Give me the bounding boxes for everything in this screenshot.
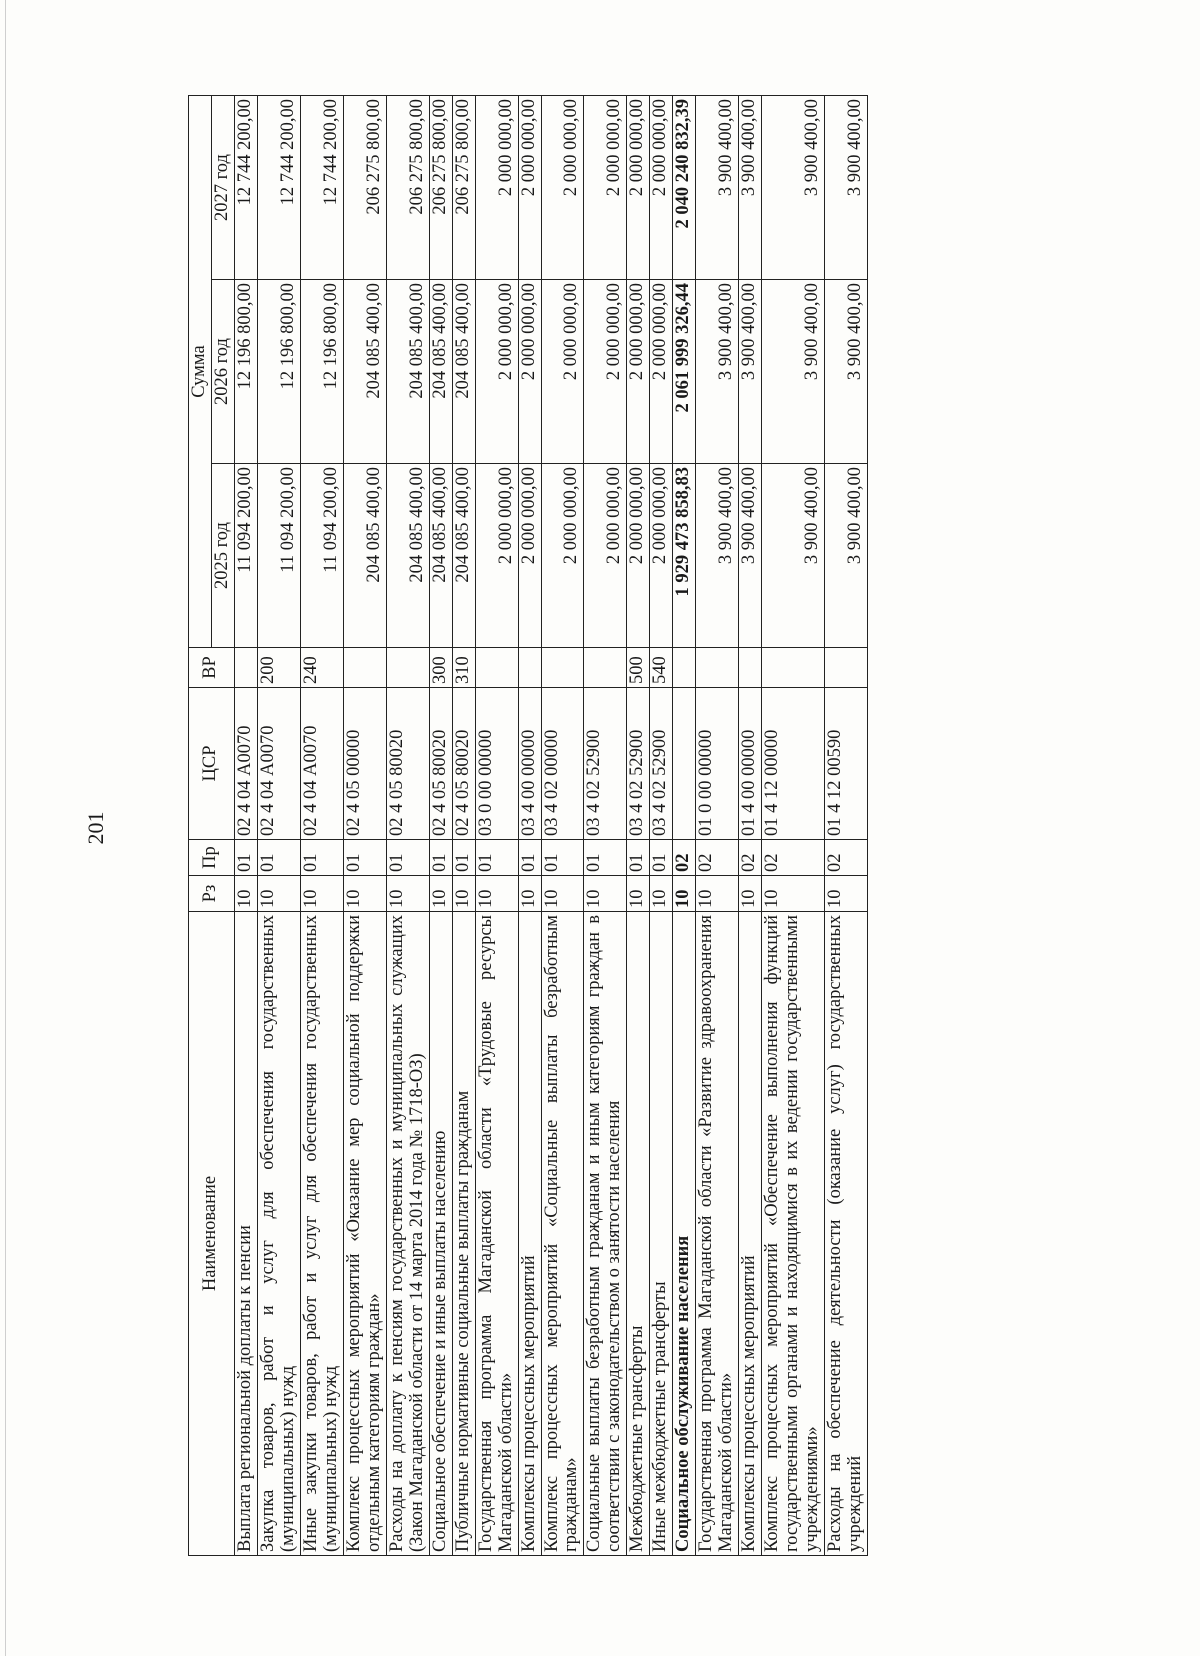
cell-name: Комплекс процессных мероприятий «Обеспечение выполнения функций государственными органами и находящимися в их ведении государственными учреждениями»: [762, 912, 825, 1556]
cell-name: Комплексы процессных мероприятий: [518, 912, 541, 1556]
cell-vr: [343, 648, 386, 688]
cell-2025: 3 900 400,00: [762, 464, 825, 648]
cell-name: Комплексы процессных мероприятий: [739, 912, 762, 1556]
cell-pr: 01: [627, 840, 650, 876]
table-row: [518, 96, 541, 1556]
cell-2025: 2 000 000,00: [584, 464, 627, 648]
table-row: [343, 96, 386, 1556]
cell-2026: 2 000 000,00: [627, 280, 650, 464]
table-row: [650, 96, 673, 1556]
cell-rz: 10: [584, 876, 627, 912]
table-row: [257, 96, 300, 1556]
cell-name: Публичные нормативные социальные выплаты гражданам: [452, 912, 475, 1556]
cell-rz: 10: [627, 876, 650, 912]
cell-2027: 206 275 800,00: [429, 96, 452, 280]
cell-csr: 01 4 12 00590: [825, 688, 868, 840]
cell-2027: 2 000 000,00: [541, 96, 584, 280]
cell-2026: 2 000 000,00: [518, 280, 541, 464]
cell-2027: 206 275 800,00: [386, 96, 429, 280]
header-2025: 2025 год: [211, 464, 234, 648]
cell-2025: 2 000 000,00: [627, 464, 650, 648]
cell-2027: 12 744 200,00: [257, 96, 300, 280]
cell-name: Расходы на обеспечение деятельности (оказание услуг) государственных учреждений: [825, 912, 868, 1556]
cell-2026: 204 085 400,00: [429, 280, 452, 464]
cell-vr: 240: [300, 648, 343, 688]
cell-pr: 02: [762, 840, 825, 876]
cell-2027: 3 900 400,00: [739, 96, 762, 280]
cell-2026: 3 900 400,00: [696, 280, 739, 464]
cell-2025: 2 000 000,00: [518, 464, 541, 648]
page-number: 201: [83, 811, 108, 845]
cell-rz: 10: [343, 876, 386, 912]
cell-2027: 2 000 000,00: [518, 96, 541, 280]
cell-name: Иные закупки товаров, работ и услуг для обеспечения государственных (муниципальных) нужд: [300, 912, 343, 1556]
cell-2027: 3 900 400,00: [825, 96, 868, 280]
cell-vr: [825, 648, 868, 688]
cell-csr: [673, 688, 696, 840]
table-row: [541, 96, 584, 1556]
cell-2026: 204 085 400,00: [343, 280, 386, 464]
table-row: [627, 96, 650, 1556]
cell-rz: 10: [518, 876, 541, 912]
cell-name: Государственная программа Магаданской области «Развитие здравоохранения Магаданской области»: [696, 912, 739, 1556]
cell-vr: [696, 648, 739, 688]
cell-2027: 206 275 800,00: [452, 96, 475, 280]
cell-2025: 204 085 400,00: [343, 464, 386, 648]
cell-csr: 01 4 00 00000: [739, 688, 762, 840]
cell-csr: 03 0 00 00000: [475, 688, 518, 840]
cell-rz: 10: [739, 876, 762, 912]
cell-2027: 12 744 200,00: [300, 96, 343, 280]
cell-2026: 2 000 000,00: [475, 280, 518, 464]
cell-rz: 10: [452, 876, 475, 912]
cell-2027: 206 275 800,00: [343, 96, 386, 280]
cell-pr: 01: [584, 840, 627, 876]
cell-2027: 12 744 200,00: [234, 96, 257, 280]
table-row: [234, 96, 257, 1556]
table-row: [584, 96, 627, 1556]
table-row: [300, 96, 343, 1556]
cell-rz: 10: [300, 876, 343, 912]
cell-pr: 01: [257, 840, 300, 876]
table-row: [696, 96, 739, 1556]
cell-name: Комплекс процессных мероприятий «Социальные выплаты безработным гражданам»: [541, 912, 584, 1556]
cell-vr: [541, 648, 584, 688]
cell-2025: 204 085 400,00: [429, 464, 452, 648]
cell-2026: 204 085 400,00: [452, 280, 475, 464]
cell-csr: 02 4 05 80020: [452, 688, 475, 840]
header-2027: 2027 год: [211, 96, 234, 280]
cell-2027: 3 900 400,00: [762, 96, 825, 280]
table-row: [762, 96, 825, 1556]
table-row: [673, 96, 696, 1556]
cell-name: Закупка товаров, работ и услуг для обеспечения государственных (муниципальных) нужд: [257, 912, 300, 1556]
cell-2026: 3 900 400,00: [739, 280, 762, 464]
cell-pr: 02: [739, 840, 762, 876]
cell-vr: [739, 648, 762, 688]
cell-2025: 11 094 200,00: [257, 464, 300, 648]
cell-rz: 10: [429, 876, 452, 912]
cell-vr: [518, 648, 541, 688]
cell-name: Расходы на доплату к пенсиям государственных и муниципальных служащих (Закон Магаданской области от 14 марта 2014 года № 1718-ОЗ): [386, 912, 429, 1556]
rotated-page-content: [188, 96, 1188, 1556]
cell-2025: 204 085 400,00: [386, 464, 429, 648]
cell-csr: 03 4 00 00000: [518, 688, 541, 840]
cell-2026: 12 196 800,00: [300, 280, 343, 464]
cell-2025: 204 085 400,00: [452, 464, 475, 648]
cell-2026: 2 000 000,00: [584, 280, 627, 464]
scan-edge-line: [5, 0, 6, 1656]
cell-2027: 2 040 240 832,39: [673, 96, 696, 280]
cell-2027: 2 000 000,00: [584, 96, 627, 280]
cell-pr: 02: [825, 840, 868, 876]
cell-2025: 2 000 000,00: [541, 464, 584, 648]
cell-rz: 10: [541, 876, 584, 912]
cell-2027: 2 000 000,00: [627, 96, 650, 280]
cell-2026: 12 196 800,00: [234, 280, 257, 464]
cell-vr: 300: [429, 648, 452, 688]
cell-2027: 2 000 000,00: [650, 96, 673, 280]
cell-pr: 01: [475, 840, 518, 876]
cell-2025: 2 000 000,00: [650, 464, 673, 648]
cell-vr: [762, 648, 825, 688]
cell-2026: 2 000 000,00: [541, 280, 584, 464]
cell-csr: 03 4 02 52900: [650, 688, 673, 840]
table-row: [452, 96, 475, 1556]
cell-csr: 02 4 04 А0070: [234, 688, 257, 840]
header-vr: ВР: [189, 648, 235, 688]
cell-2027: 2 000 000,00: [475, 96, 518, 280]
cell-pr: 01: [386, 840, 429, 876]
table-row: [825, 96, 868, 1556]
cell-name: Межбюджетные трансферты: [627, 912, 650, 1556]
cell-csr: 03 4 02 52900: [627, 688, 650, 840]
cell-2025: 2 000 000,00: [475, 464, 518, 648]
header-sum: Сумма: [189, 96, 212, 648]
cell-vr: [584, 648, 627, 688]
table-header: [189, 96, 235, 1556]
cell-vr: [234, 648, 257, 688]
cell-2025: 3 900 400,00: [696, 464, 739, 648]
cell-name: Государственная программа Магаданской области «Трудовые ресурсы Магаданской области»: [475, 912, 518, 1556]
table-row: [386, 96, 429, 1556]
cell-csr: 03 4 02 52900: [584, 688, 627, 840]
cell-rz: 10: [234, 876, 257, 912]
cell-rz: 10: [475, 876, 518, 912]
cell-name: Иные межбюджетные трансферты: [650, 912, 673, 1556]
cell-2026: 2 000 000,00: [650, 280, 673, 464]
cell-name: Социальное обеспечение и иные выплаты населению: [429, 912, 452, 1556]
header-2026: 2026 год: [211, 280, 234, 464]
table-row: [739, 96, 762, 1556]
cell-pr: 02: [673, 840, 696, 876]
cell-pr: 02: [696, 840, 739, 876]
cell-rz: 10: [650, 876, 673, 912]
cell-csr: 02 4 05 80020: [429, 688, 452, 840]
table-body: [234, 96, 867, 1556]
cell-pr: 01: [343, 840, 386, 876]
cell-2027: 3 900 400,00: [696, 96, 739, 280]
cell-rz: 10: [386, 876, 429, 912]
header-csr: ЦСР: [189, 688, 235, 840]
cell-name: Социальное обслуживание населения: [673, 912, 696, 1556]
cell-rz: 10: [673, 876, 696, 912]
cell-2026: 204 085 400,00: [386, 280, 429, 464]
cell-csr: 02 4 05 80020: [386, 688, 429, 840]
cell-name: Социальные выплаты безработным гражданам и иным категориям граждан в соответствии с законодательством о занятости населения: [584, 912, 627, 1556]
cell-2025: 11 094 200,00: [300, 464, 343, 648]
header-pr: Пр: [189, 840, 235, 876]
cell-pr: 01: [300, 840, 343, 876]
cell-name: Выплата региональной доплаты к пенсии: [234, 912, 257, 1556]
cell-rz: 10: [762, 876, 825, 912]
budget-table-container: [188, 96, 1188, 1556]
cell-2025: 3 900 400,00: [825, 464, 868, 648]
cell-csr: 02 4 04 А0070: [257, 688, 300, 840]
table-row: [429, 96, 452, 1556]
budget-table: [188, 95, 868, 1556]
table-row: [475, 96, 518, 1556]
cell-pr: 01: [541, 840, 584, 876]
cell-pr: 01: [650, 840, 673, 876]
cell-vr: 200: [257, 648, 300, 688]
cell-vr: [386, 648, 429, 688]
cell-pr: 01: [452, 840, 475, 876]
header-name: Наименование: [189, 912, 235, 1556]
cell-csr: 02 4 04 А0070: [300, 688, 343, 840]
cell-2025: 1 929 473 858,83: [673, 464, 696, 648]
cell-2026: 3 900 400,00: [825, 280, 868, 464]
cell-csr: 01 0 00 00000: [696, 688, 739, 840]
cell-vr: 310: [452, 648, 475, 688]
cell-csr: 01 4 12 00000: [762, 688, 825, 840]
cell-pr: 01: [429, 840, 452, 876]
cell-rz: 10: [257, 876, 300, 912]
cell-pr: 01: [518, 840, 541, 876]
cell-2025: 3 900 400,00: [739, 464, 762, 648]
cell-rz: 10: [825, 876, 868, 912]
cell-vr: [475, 648, 518, 688]
cell-2026: 2 061 999 326,44: [673, 280, 696, 464]
cell-vr: [673, 648, 696, 688]
cell-2026: 3 900 400,00: [762, 280, 825, 464]
cell-name: Комплекс процессных мероприятий «Оказание мер социальной поддержки отдельным категориям граждан»: [343, 912, 386, 1556]
cell-2025: 11 094 200,00: [234, 464, 257, 648]
cell-csr: 03 4 02 00000: [541, 688, 584, 840]
header-rz: Рз: [189, 876, 235, 912]
cell-rz: 10: [696, 876, 739, 912]
cell-2026: 12 196 800,00: [257, 280, 300, 464]
cell-csr: 02 4 05 00000: [343, 688, 386, 840]
cell-vr: 500: [627, 648, 650, 688]
cell-pr: 01: [234, 840, 257, 876]
cell-vr: 540: [650, 648, 673, 688]
